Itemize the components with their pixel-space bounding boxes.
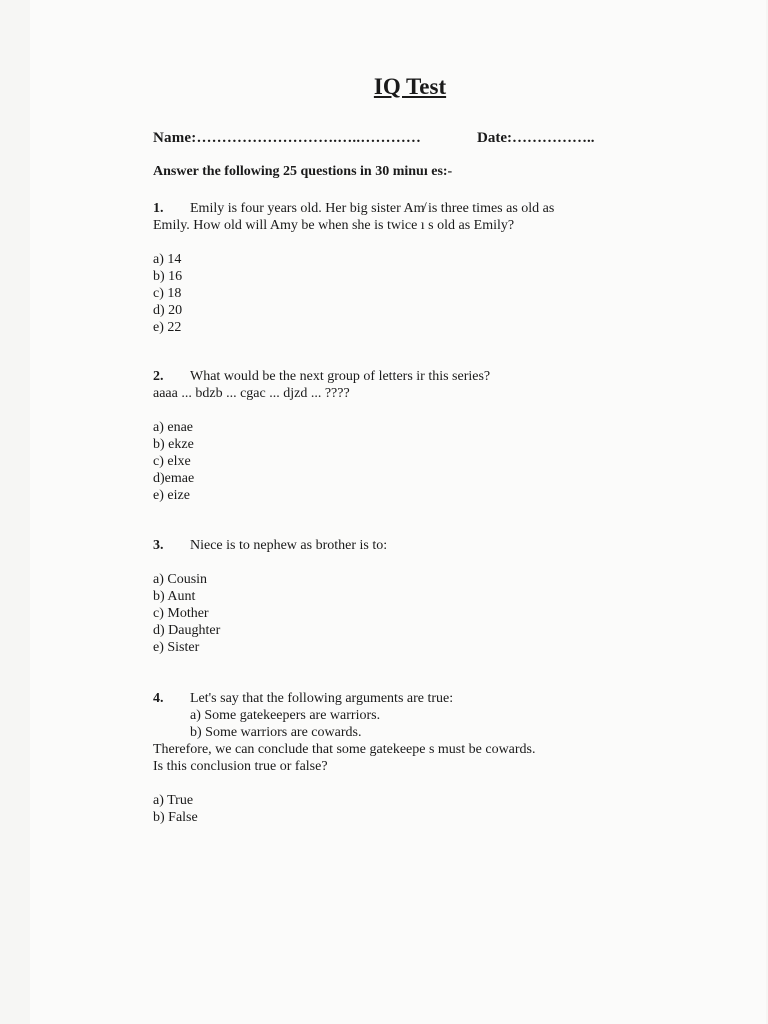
answer-option: c) 18 xyxy=(153,286,182,301)
answer-option: b) ekze xyxy=(153,437,194,452)
question-text-line: aaaa ... bdzb ... cgac ... djzd ... ???? xyxy=(153,386,350,401)
answer-option: e) 22 xyxy=(153,320,182,335)
answer-option: a) 14 xyxy=(153,252,182,267)
instructions: Answer the following 25 questions in 30 minuı es:- xyxy=(153,164,453,179)
answer-option: b) False xyxy=(153,810,198,825)
answer-option: b) 16 xyxy=(153,269,183,284)
date-field: Date:…………….. xyxy=(477,130,595,146)
question-text-line: 2. What would be the next group of letters ir this series? xyxy=(153,369,491,384)
answer-option: a) True xyxy=(153,793,194,808)
premise-line: a) Some gatekeepers are warriors. xyxy=(190,708,381,723)
page-title: IQ Test xyxy=(373,74,447,99)
answer-option: e) eize xyxy=(153,488,190,503)
answer-option: e) Sister xyxy=(153,640,200,655)
answer-option: c) elxe xyxy=(153,454,191,469)
question-text-line: 4. Let's say that the following arguments are true: xyxy=(153,691,454,706)
answer-option: a) Cousin xyxy=(153,572,208,587)
question-text-line: 3. Niece is to nephew as brother is to: xyxy=(153,538,388,553)
question-text-line: Emily. How old will Amy be when she is twice ı s old as Emily? xyxy=(153,218,515,233)
premise-line: b) Some warriors are cowards. xyxy=(190,725,362,740)
name-field: Name:……………………….…..………… xyxy=(153,130,422,146)
question-2 xyxy=(153,368,490,504)
answer-options xyxy=(153,571,387,656)
document-page xyxy=(30,0,766,1024)
question-number: 3. xyxy=(153,538,164,553)
answer-options xyxy=(153,251,554,336)
answer-option: b) Aunt xyxy=(153,589,196,604)
answer-option: c) Mother xyxy=(153,606,209,621)
answer-option: d) Daughter xyxy=(153,623,221,638)
answer-options xyxy=(153,419,490,504)
answer-option: a) enae xyxy=(153,420,194,435)
question-4 xyxy=(153,690,536,826)
question-text-line: Is this conclusion true or false? xyxy=(153,759,328,774)
question-text-line: Therefore, we can conclude that some gatekeepe s must be cowards. xyxy=(153,742,536,757)
answer-option: d) 20 xyxy=(153,303,183,318)
answer-option: d)emae xyxy=(153,471,195,486)
question-text-line: 1. Emily is four years old. Her big sister Am̸ is three times as old as xyxy=(153,201,555,216)
answer-options xyxy=(153,792,536,826)
question-number: 4. xyxy=(153,691,164,706)
question-number: 1. xyxy=(153,201,164,216)
question-number: 2. xyxy=(153,369,164,384)
question-3 xyxy=(153,537,387,656)
question-1 xyxy=(153,200,554,336)
